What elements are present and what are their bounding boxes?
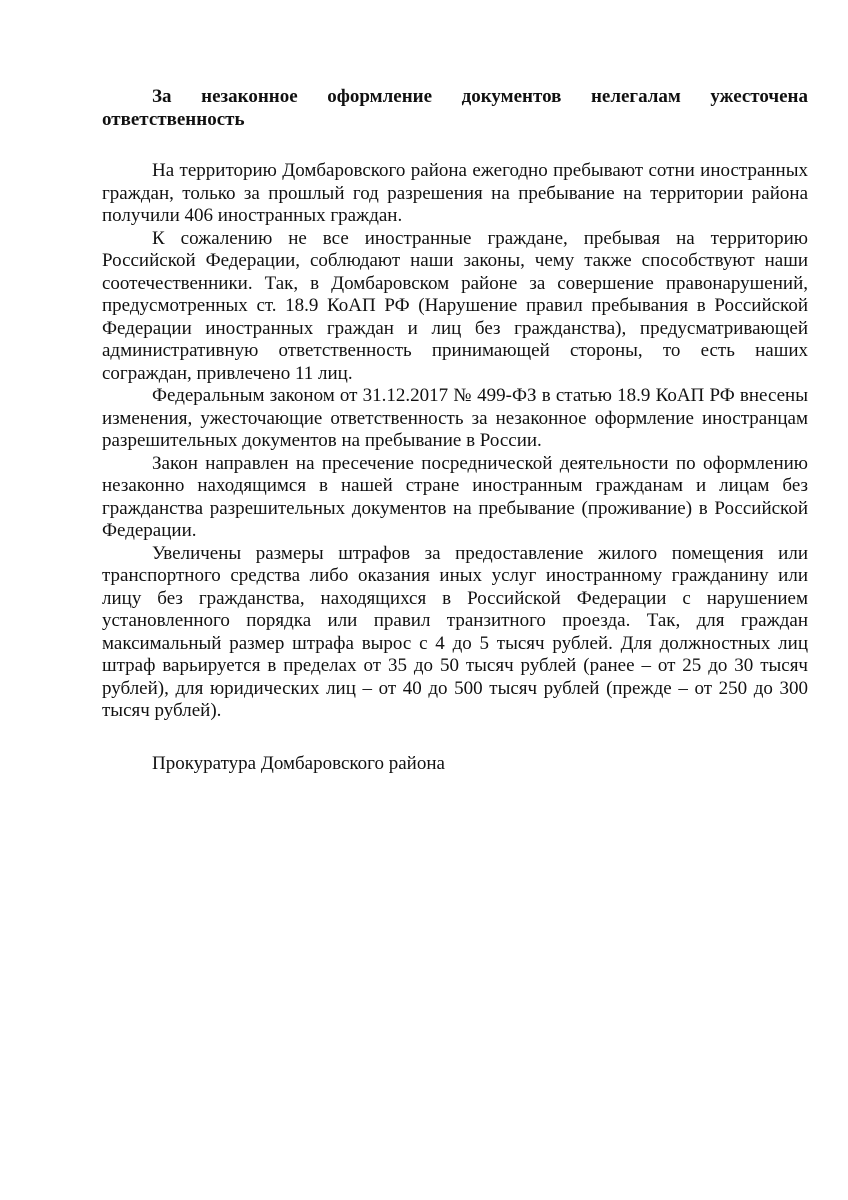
document-title: За незаконное оформление документов нелегалам ужесточена ответственность — [102, 86, 808, 130]
paragraph-2: К сожалению не все иностранные граждане, пребывая на территорию Российской Федерации, соблюдают наши законы, чему также способствуют наши соотечественники. Так, в Домбаровском районе за совершение правонарушений, предусмотренных ст. 18.9 КоАП РФ (Нарушение правил пребывания в Российской Федерации иностранных граждан и лиц без гражданства), предусматривающей административную ответственность принимающей стороны, то есть наших сограждан, привлечено 11 лиц. — [102, 227, 808, 384]
paragraph-5: Увеличены размеры штрафов за предоставление жилого помещения или транспортного средства либо оказания иных услуг иностранному гражданину или лицу без гражданства, находящихся в Российской Федерации с нарушением установленного порядка или правил транзитного проезда. Так, для граждан максимальный размер штрафа вырос с 4 до 5 тысяч рублей. Для должностных лиц штраф варьируется в пределах от 35 до 50 тысяч рублей (ранее – от 25 до 30 тысяч рублей), для юридических лиц – от 40 до 500 тысяч рублей (прежде – от 250 до 300 тысяч рублей). — [102, 542, 808, 721]
title-block — [102, 86, 808, 131]
signature: Прокуратура Домбаровского района — [152, 752, 445, 774]
paragraph-1: На территорию Домбаровского района ежегодно пребывают сотни иностранных граждан, только за прошлый год разрешения на пребывание на территории района получили 406 иностранных граждан. — [102, 160, 808, 226]
document-body — [102, 160, 808, 723]
paragraph-3: Федеральным законом от 31.12.2017 № 499-ФЗ в статью 18.9 КоАП РФ внесены изменения, ужесточающие ответственность за незаконное оформление иностранцам разрешительных документов на пребывание в России. — [102, 385, 808, 451]
paragraph-4: Закон направлен на пресечение посреднической деятельности по оформлению незаконно находящимся в нашей стране иностранным гражданам и лицам без гражданства разрешительных документов на пребывание (проживание) в Российской Федерации. — [102, 452, 808, 541]
